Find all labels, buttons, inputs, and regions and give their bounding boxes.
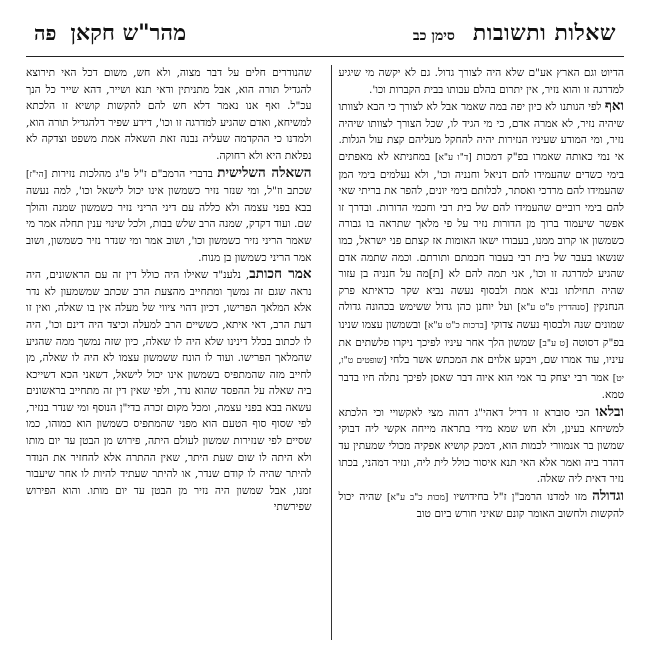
siman-label: סימן כב [412,28,455,44]
text-columns [26,65,624,640]
paragraph: אמר חכותב, נלענ"ד שאילו היה כולל דין זה עם הראשונים, היה נראה שגם זה נמשך ומתחייב מהצעת הרב שכתב שמשמעון לא נדר אלא המלאך הפרישו, דכיון דהוי ציווי של מעלה אין בו שאלה, ואין זו דעת הרב, דאי איתא, כששיים הרב למעלה וכיצד היה דינם וכו', היה לו לכתוב בכלל דינינו שלא היה לו שאלה, כיון שזה נמשך ממה שהגיע שהמלאך הפרישו. ועוד לו הונח ששמשון עצמו לא היה לו שאלה, מן לחייב מזה שהמתפיס בשמשון אינו יכול לישאל, דשאני הכא דשייכא ביה שאלה על ההפסד שהוא נדר, ולפי שאין דין זה מתחייב בראשונים עשאה בבא בפני עצמה, ומכל מקום זכרה בדי"ן הנוסף ומי שנדר בנזיר, לפי שסוף סוף הטעם הוא מפני שהמתפיס כשמשון הוא כמוהו, כמו שסיים לפי שנזירות שמשון לעולם היתה, פירוש מן הבטן עד יום מותו ולא היתה לו שום שעת היתר, שאין ההתרה אלא להחזיר את הנודר להיתר שהיה לו קודם שנדר, או להיתר שעתיד להיות לו אחר שיעבור זמנו, אבל שמשון היה נזיר מן הבטן עד יום מותו. והוא הפירוש שפירשתי [26,266,312,514]
paragraph: השאלה השלישית בדברי הרמב"ם ז"ל פ"ג מהלכות נזירות [הי"ז] שכתב וז"ל, ומי שנזר נזיר כשמשון אינו יכול לישאל וכו', למה נעשה בבא בפני עצמה ולא כללה עם דיני הריני נזיר כשמשון שמנה והולך שם. ועוד דקדק, שמנה הרב שלש בבות, ולכל שינוי ענין תחלה אמר מי שאמר הריני נזיר כשמשון וכו', ושוב אמר ומי שנדר נזיר כשמשון, ושוב אמר הריני כשמשון בן מנוח. [26,164,312,264]
page-header [26,20,624,57]
header-right [413,20,616,46]
paragraph: וגדולה מזו למדנו הרמב"ן ז"ל בחידושיו [מכות כ"ב ע"א] שהיה יכול להקשות ולחשוב האומר קונם שאיני חורש ביום טוב [338,487,624,521]
citation: [שופטים ט"ו, יט] [338,356,624,384]
author-name: מהר"ש חקאן [70,20,187,46]
paragraph-lead: ובלאו [595,403,624,420]
book-title: שאלות ותשובות [472,20,616,46]
column-divider [318,65,333,640]
citation: [ד"ו ע"א] [434,152,472,163]
citation: [הי"ז] [26,169,48,180]
paragraph: הדיוט וגם הארץ אע"ם שלא היה לצורך גדול. גם לא יקשה מי שיגיע למדרגה זו והוא נזיר, אין יתרום בהלם עבותו בבית הקברות וכו'. [338,67,624,96]
right-column [338,65,624,640]
paragraph-lead: אמר חכותב [249,266,312,283]
paragraph-lead: וגדולה [592,487,624,504]
citation: [ט ע"ב] [538,338,569,349]
header-left [34,20,186,46]
paragraph: שהנודרים חלים על דבר מצוה, ולא חש, משום דכל האי תירוצא להגדיל תורה הוא, אבל מתניתין ודאי תנא ושייר, דהא שייר כל הנך עכ"ל. ואף אנו נאמר דלא חש להם להקשות קושיא זו הלכתא למשיחא, ואדם שהגיע למדרגה זו וכו', דידע שפיר דלהגדיל תורה הוא, ולמדנו כי ההקדמה שעליה נבנה זאת השאלה אמת משפט וצדקה לא נפלאת היא ולא רחוקה. [26,67,312,162]
paragraph-lead: השאלה השלישית [217,164,312,181]
citation: [ברכות כ"ט ע"א] [424,320,488,331]
paragraph: ואף לפי הנותנו לא כיון יפה במה שאמר אבל לא לצורך כי הבא לצוותו שיהיה נזיר, לא אמרה אדם, כי מי הגיד לו, שכל הצורך לצוותו שיהיה נזיר, ומי המודע שעיניו הנזירות יהיה להחקל מעליהם קצת עול הגלות. אי נמי כאותה שאמרו בפ"ק דמכות [ד"ו ע"א] במחניתא לא מאפתים בימי כשדים שהעמידו להם דניאל וחנניה וכו', ולא נעלמים בימי המן שהעמידו להם מרדכי ואסתר, לכלותם בימי יונים, להפר את בריתי שאי להם בימי רוביים שהעמידו להם של בית רבי וחכמי הדורות. ובדרך זו אפשר שיעמוד ברוך מן הדורות נזיר על פי מלאך שתראה בו גבורה כשמשון או קרוב ממנו, בעבודו ישאו האומות אז קצתם פני ישראל, כמו שנשאו בעבר של בית רבי בעבור חכמתם ותורתם. וכמה שתמה אדם שהגיע למדרגה זו וכו', אני תמה להם לא [ת]מה על חנניה בן עזור שהיה תחילתו נביא אמת ולבסוף נעשה נביא שקר כדאיתא פרק הנחנקין [סנהדרין פ"ט ע"א] ועל יוחנן כהן גדול ששימש בכהונה גדולה שמונים שנה ולבסוף נעשה צדוקי [ברכות כ"ט ע"א] ובשמשון עצמו שנינו בפ"ק דסוטה [ט ע"ב] שמשון הלך אחר עיניו לפיכך ניקרו פלשתים את עיניו, עוד אמרו שם, ויבקע אלוים את המכתש אשר בלחי [שופטים ט"ו, יט] אמר רבי יצחק בר אמי הוא איוה דבר שאסן לפיכך נתלה חיו בדבר טמא. [338,98,624,402]
page-number: פה [34,21,57,45]
left-column [26,65,312,640]
citation: [מכות כ"ב ע"א] [386,492,449,503]
citation: [סנהדרין פ"ט ע"א] [517,303,589,314]
paragraph-lead: ואף [604,98,624,115]
paragraph: ובלאו הכי סוברא זו דריל דאהי"ג דהוה מצי לאקשויי וכי הלכתא למשיחא בעינן, ולא חש שמא מידי בתראה מייחה אקשי ליה דבוקי שמשון בר אנמוורי לכמות הוא, דמכק קושיא אפקיה מכולי שמעתין עד דהדר ביה ואמר אלא האי תנא איסור כולל לית ליה, ונזיר דמהני, בכתו נזיר דאית ליה שאלה. [338,403,624,486]
